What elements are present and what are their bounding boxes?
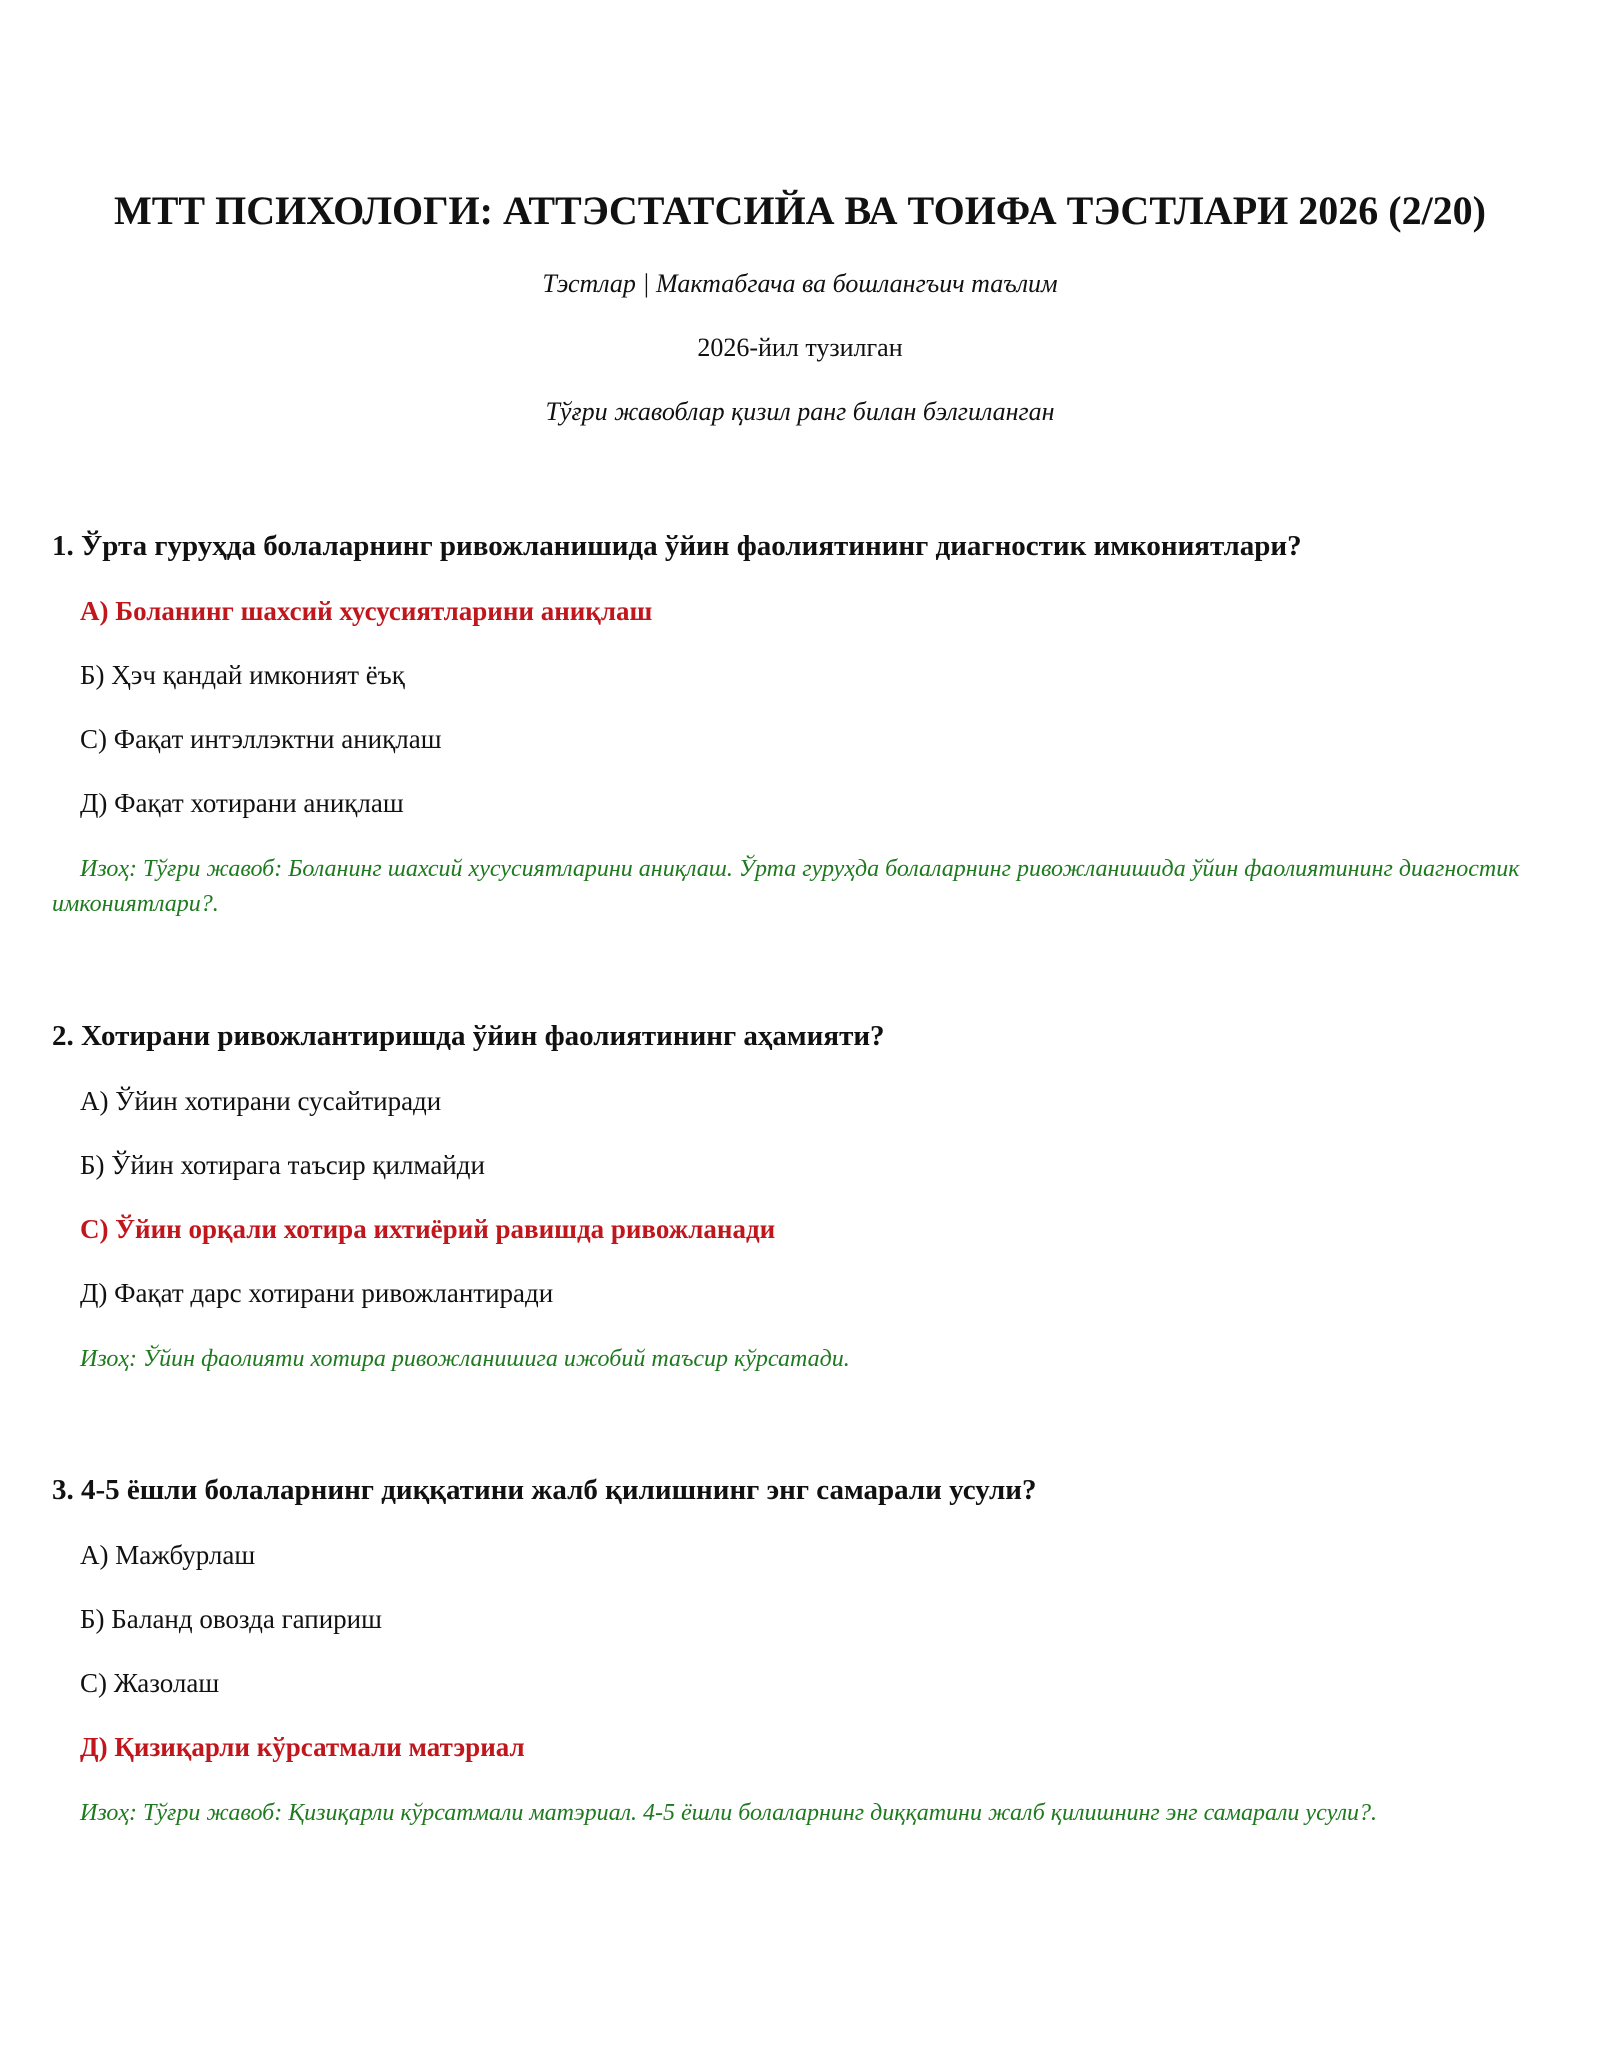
question-3-option-a: А) Мажбурлаш [80, 1540, 256, 1570]
question-3-option-c: С) Жазолаш [80, 1668, 220, 1698]
question-2-option-a: А) Ўйин хотирани сусайтиради [80, 1086, 442, 1116]
question-2-option-b: Б) Ўйин хотирага таъсир қилмайди [80, 1150, 485, 1180]
question-1-title: 1. Ўрта гуруҳда болаларнинг ривожланишида ўйин фаолиятининг диагностик имкониятлари? [52, 530, 1302, 562]
question-3-option-b: Б) Баланд овозда гапириш [80, 1604, 382, 1634]
question-2-title: 2. Хотирани ривожлантиришда ўйин фаолиятининг аҳамияти? [52, 1020, 885, 1052]
question-1-option-c: С) Фақат интэллэктни аниқлаш [80, 724, 442, 754]
question-1-note: Изоҳ: Тўғри жавоб: Боланинг шахсий хусусиятларини аниқлаш. Ўрта гуруҳда болаларнинг ривожланишида ўйин фаолиятининг диагностик имкониятлари?. [52, 856, 1520, 917]
page-subtitle: Тэстлар | Мактабгача ва бошлангъич таълим [542, 269, 1058, 298]
question-3-note: Изоҳ: Тўғри жавоб: Қизиқарли кўрсатмали матэриал. 4-5 ёшли болаларнинг диққатини жалб қилишнинг энг самарали усули?. [80, 1800, 1378, 1826]
year-line: 2026-йил тузилган [697, 333, 903, 362]
question-1-option-a: А) Боланинг шахсий хусусиятларини аниқлаш [80, 596, 653, 626]
question-2-option-c: С) Ўйин орқали хотира ихтиёрий равишда ривожланади [80, 1214, 776, 1244]
legend-line: Тўғри жавоблар қизил ранг билан бэлгиланган [545, 397, 1055, 426]
question-2-note: Изоҳ: Ўйин фаолияти хотира ривожланишига ижобий таъсир кўрсатади. [80, 1346, 850, 1372]
question-3-title: 3. 4-5 ёшли болаларнинг диққатини жалб қилишнинг энг самарали усули? [52, 1474, 1037, 1506]
question-1-option-b: Б) Ҳэч қандай имконият ёъқ [80, 660, 405, 690]
page-title: МТТ ПСИХОЛОГИ: АТТЭСТАТСИЙА ВА ТОИФА ТЭСТЛАРИ 2026 (2/20) [113, 188, 1486, 233]
question-1-option-d: Д) Фақат хотирани аниқлаш [80, 788, 404, 818]
question-2-option-d: Д) Фақат дарс хотирани ривожлантиради [80, 1278, 554, 1308]
question-3-option-d: Д) Қизиқарли кўрсатмали матэриал [80, 1732, 525, 1762]
